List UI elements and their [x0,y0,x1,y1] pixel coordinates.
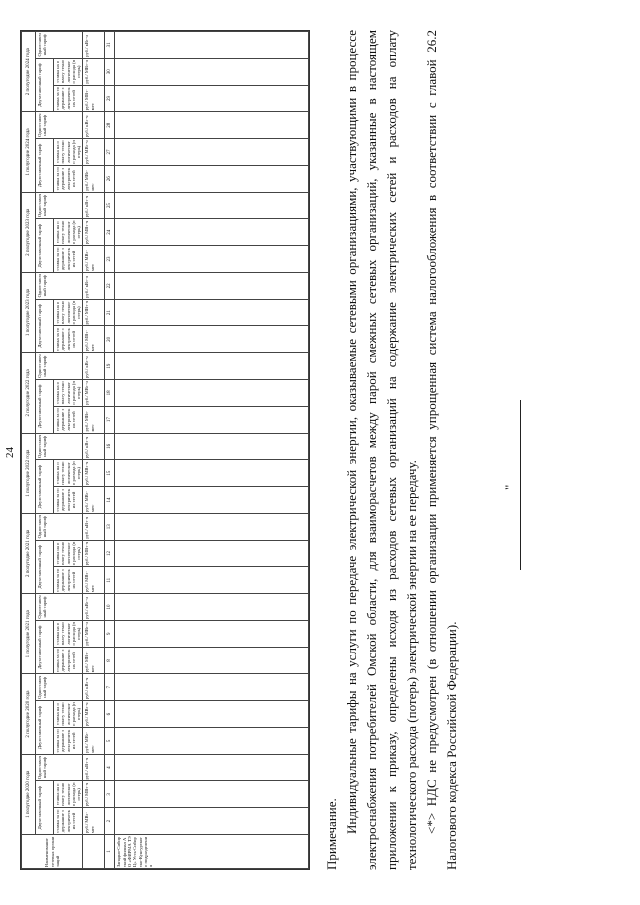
unit-cell: руб./ МВт·ч [83,139,105,166]
column-number-cell: 1 [105,835,115,869]
tariff-value-cell [115,647,309,674]
unit-cell: руб./ МВт· мес [83,165,105,192]
rate-maintenance-header: ставка за содержание электрических сетей [54,406,83,433]
column-number-cell: 14 [105,487,115,514]
period-header: 2 полугодие 2020 года [22,674,36,754]
unit-cell: руб./ кВт·ч [83,112,105,139]
column-number-cell: 31 [105,32,115,59]
two-part-tariff-header: Двухставочный тариф [36,540,54,594]
unit-cell: руб./ МВт·ч [83,781,105,808]
rate-losses-header: ставка на оплату технологического расхода (потерь) [55,702,82,726]
tariff-value-cell [115,192,309,219]
tariff-value-cell [115,58,309,85]
signature-rule [520,400,521,570]
tariff-value-cell [115,219,309,246]
one-part-tariff-header: Одноставочный тариф [36,754,83,781]
column-number-cell: 5 [105,727,115,754]
rate-losses-header: ставка на оплату технологического расхода (потерь) [55,59,82,84]
unit-cell: руб./ кВт·ч [83,754,105,781]
column-number-cell: 28 [105,112,115,139]
unit-cell: руб./ МВт· мес [83,406,105,433]
tariff-table [20,30,310,870]
tariff-value-cell [115,674,309,701]
column-number-cell: 11 [105,567,115,594]
column-number-cell: 10 [105,594,115,621]
rate-maintenance-header: ставка за содержание электрических сетей [54,808,83,835]
tariff-value-cell [115,272,309,299]
unit-cell: руб./ кВт·ч [83,272,105,299]
column-number-cell: 16 [105,433,115,460]
unit-cell: руб./ кВт·ч [83,192,105,219]
column-number-cell: 9 [105,620,115,647]
tariff-value-cell [115,406,309,433]
units-spacer-cell [83,835,105,869]
unit-cell: руб./ МВт·ч [83,540,105,567]
tariff-value-cell [115,32,309,59]
unit-cell: руб./ МВт·ч [83,58,105,85]
rate-losses-header: ставка на оплату технологического расхода (потерь) [55,381,82,405]
column-number-cell: 18 [105,379,115,406]
column-number-cell: 29 [105,85,115,112]
rate-losses-header: ставка на оплату технологического расхода (потерь) [55,300,82,325]
unit-cell: руб./ МВт·ч [83,620,105,647]
column-number-cell: 30 [105,58,115,85]
unit-cell: руб./ МВт·ч [83,379,105,406]
page-number: 24 [4,447,16,458]
two-part-tariff-header: Двухставочный тариф [36,299,54,353]
rate-losses-header: ставка на оплату технологического расхода (потерь) [55,220,82,245]
one-part-tariff-header: Одноставочный тариф [36,272,83,299]
column-number-cell: 24 [105,219,115,246]
org-name-cell: Западно-Сибирский филиал АО «ФИРМА ТЭЦ» Усть-Сибирско-Кунгурского подразделения [115,835,309,869]
tariff-value-cell [115,379,309,406]
rate-maintenance-header: ставка за содержание электрических сетей [54,326,83,353]
tariff-value-cell [115,567,309,594]
period-header: 1 полугодие 2021 года [22,594,36,674]
rate-losses-header: ставка на оплату технологического расхода (потерь) [55,461,82,485]
column-number-cell: 23 [105,246,115,273]
one-part-tariff-header: Одноставочный тариф [36,192,83,219]
period-header: 2 полугодие 2021 года [22,513,36,593]
notes-title: Примечание. [324,798,339,870]
rate-losses-header: ставка на оплату технологического расхода (потерь) [55,541,82,566]
tariff-value-cell [115,139,309,166]
column-number-cell: 3 [105,781,115,808]
column-number-cell: 8 [105,647,115,674]
column-number-cell: 7 [105,674,115,701]
column-number-cell: 22 [105,272,115,299]
period-header: 2 полугодие 2023 года [22,192,36,272]
tariff-value-cell [115,594,309,621]
unit-cell: руб./ МВт·ч [83,299,105,326]
unit-cell: руб./ МВт· мес [83,326,105,353]
tariff-value-cell [115,727,309,754]
notes-paragraph-vat: <*> НДС не предусмотрен (в отношении организации применяется упрощенная система налогообложения в соответствии с главой 26.2 Налогового кодекса Российской Федерации). [424,30,459,870]
tariff-value-cell [115,165,309,192]
period-header: 1 полугодие 2024 года [22,112,36,192]
one-part-tariff-header: Одноставочный тариф [36,594,83,621]
two-part-tariff-header: Двухставочный тариф [36,701,54,755]
two-part-tariff-header: Двухставочный тариф [36,58,54,112]
unit-cell: руб./ МВт·ч [83,219,105,246]
table-header-column-numbers [105,32,115,869]
notes-paragraph-tariffs: Индивидуальные тарифы на услуги по передаче электрической энергии, оказываемые сетевыми организациями, участвующими в процессе электроснабжения потребителей Омской области, для взаиморасчетов между парой смежных сетевых организаций, указанные в настоящем приложении к приказу, определены исходя из расходов сетевых организаций на содержание электрических сетей и расходов на оплату технологического расхода (потерь) электрической энергии на ее передачу. [344,30,419,870]
column-number-cell: 6 [105,701,115,728]
table-header-tariff-types [36,32,54,869]
table-row [115,32,309,869]
tariff-value-cell [115,540,309,567]
tariff-value-cell [115,487,309,514]
column-number-cell: 27 [105,139,115,166]
column-number-cell: 21 [105,299,115,326]
period-header: 1 полугодие 2022 года [22,433,36,513]
two-part-tariff-header: Двухставочный тариф [36,620,54,674]
one-part-tariff-header: Одноставочный тариф [36,32,83,59]
rotated-landscape-content [0,12,610,892]
unit-cell: руб./ кВт·ч [83,594,105,621]
unit-cell: руб./ кВт·ч [83,353,105,380]
rate-maintenance-header: ставка за содержание электрических сетей [54,647,83,674]
rate-maintenance-header: ставка за содержание электрических сетей [54,567,83,594]
tariff-value-cell [115,112,309,139]
column-number-cell: 13 [105,513,115,540]
tariff-value-cell [115,433,309,460]
two-part-tariff-header: Двухставочный тариф [36,781,54,835]
notes-block [322,30,517,870]
unit-cell: руб./ кВт·ч [83,32,105,59]
unit-cell: руб./ МВт·ч [83,460,105,487]
two-part-tariff-header: Двухставочный тариф [36,219,54,273]
rate-losses-header: ставка на оплату технологического расхода (потерь) [55,621,82,646]
column-number-cell: 12 [105,540,115,567]
tariff-value-cell [115,299,309,326]
tariff-value-cell [115,246,309,273]
period-header: 2 полугодие 2022 года [22,353,36,433]
column-number-cell: 25 [105,192,115,219]
column-number-cell: 2 [105,808,115,835]
one-part-tariff-header: Одноставочный тариф [36,513,83,540]
tariff-value-cell [115,85,309,112]
unit-cell: руб./ МВт· мес [83,727,105,754]
tariff-value-cell [115,326,309,353]
column-number-cell: 19 [105,353,115,380]
rate-maintenance-header: ставка за содержание электрических сетей [54,727,83,754]
column-number-cell: 20 [105,326,115,353]
one-part-tariff-header: Одноставочный тариф [36,112,83,139]
period-header: 2 полугодие 2024 года [22,32,36,112]
unit-cell: руб./ МВт·ч [83,701,105,728]
unit-cell: руб./ МВт· мес [83,567,105,594]
tariff-value-cell [115,353,309,380]
rate-maintenance-header: ставка за содержание электрических сетей [54,487,83,514]
unit-cell: руб./ кВт·ч [83,674,105,701]
table-header-periods [22,32,36,869]
rate-maintenance-header: ставка за содержание электрических сетей [54,85,83,112]
org-name-header: Наименование сетевых организаций [22,835,83,869]
tariff-value-cell [115,513,309,540]
unit-cell: руб./ кВт·ч [83,513,105,540]
one-part-tariff-header: Одноставочный тариф [36,674,83,701]
one-part-tariff-header: Одноставочный тариф [36,433,83,460]
tariff-value-cell [115,808,309,835]
two-part-tariff-header: Двухставочный тариф [36,379,54,433]
rate-losses-header: ставка на оплату технологического расхода (потерь) [55,140,82,164]
tariff-value-cell [115,754,309,781]
tariff-value-cell [115,781,309,808]
unit-cell: руб./ МВт· мес [83,487,105,514]
column-number-cell: 26 [105,165,115,192]
rate-losses-header: ставка на оплату технологического расхода (потерь) [55,782,82,807]
rate-maintenance-header: ставка за содержание электрических сетей [54,165,83,192]
table-header-units [83,32,105,869]
tariff-value-cell [115,701,309,728]
rate-maintenance-header: ставка за содержание электрических сетей [54,246,83,273]
tariff-value-cell [115,620,309,647]
tariff-value-cell [115,460,309,487]
unit-cell: руб./ кВт·ч [83,433,105,460]
unit-cell: руб./ МВт· мес [83,808,105,835]
column-number-cell: 4 [105,754,115,781]
period-header: 1 полугодие 2020 года [22,754,36,834]
two-part-tariff-header: Двухставочный тариф [36,460,54,514]
unit-cell: руб./ МВт· мес [83,246,105,273]
two-part-tariff-header: Двухставочный тариф [36,139,54,193]
column-number-cell: 15 [105,460,115,487]
unit-cell: руб./ МВт· мес [83,647,105,674]
column-number-cell: 17 [105,406,115,433]
closing-quote-mark: " [502,484,517,490]
unit-cell: руб./ МВт· мес [83,85,105,112]
one-part-tariff-header: Одноставочный тариф [36,353,83,380]
period-header: 1 полугодие 2023 года [22,272,36,352]
